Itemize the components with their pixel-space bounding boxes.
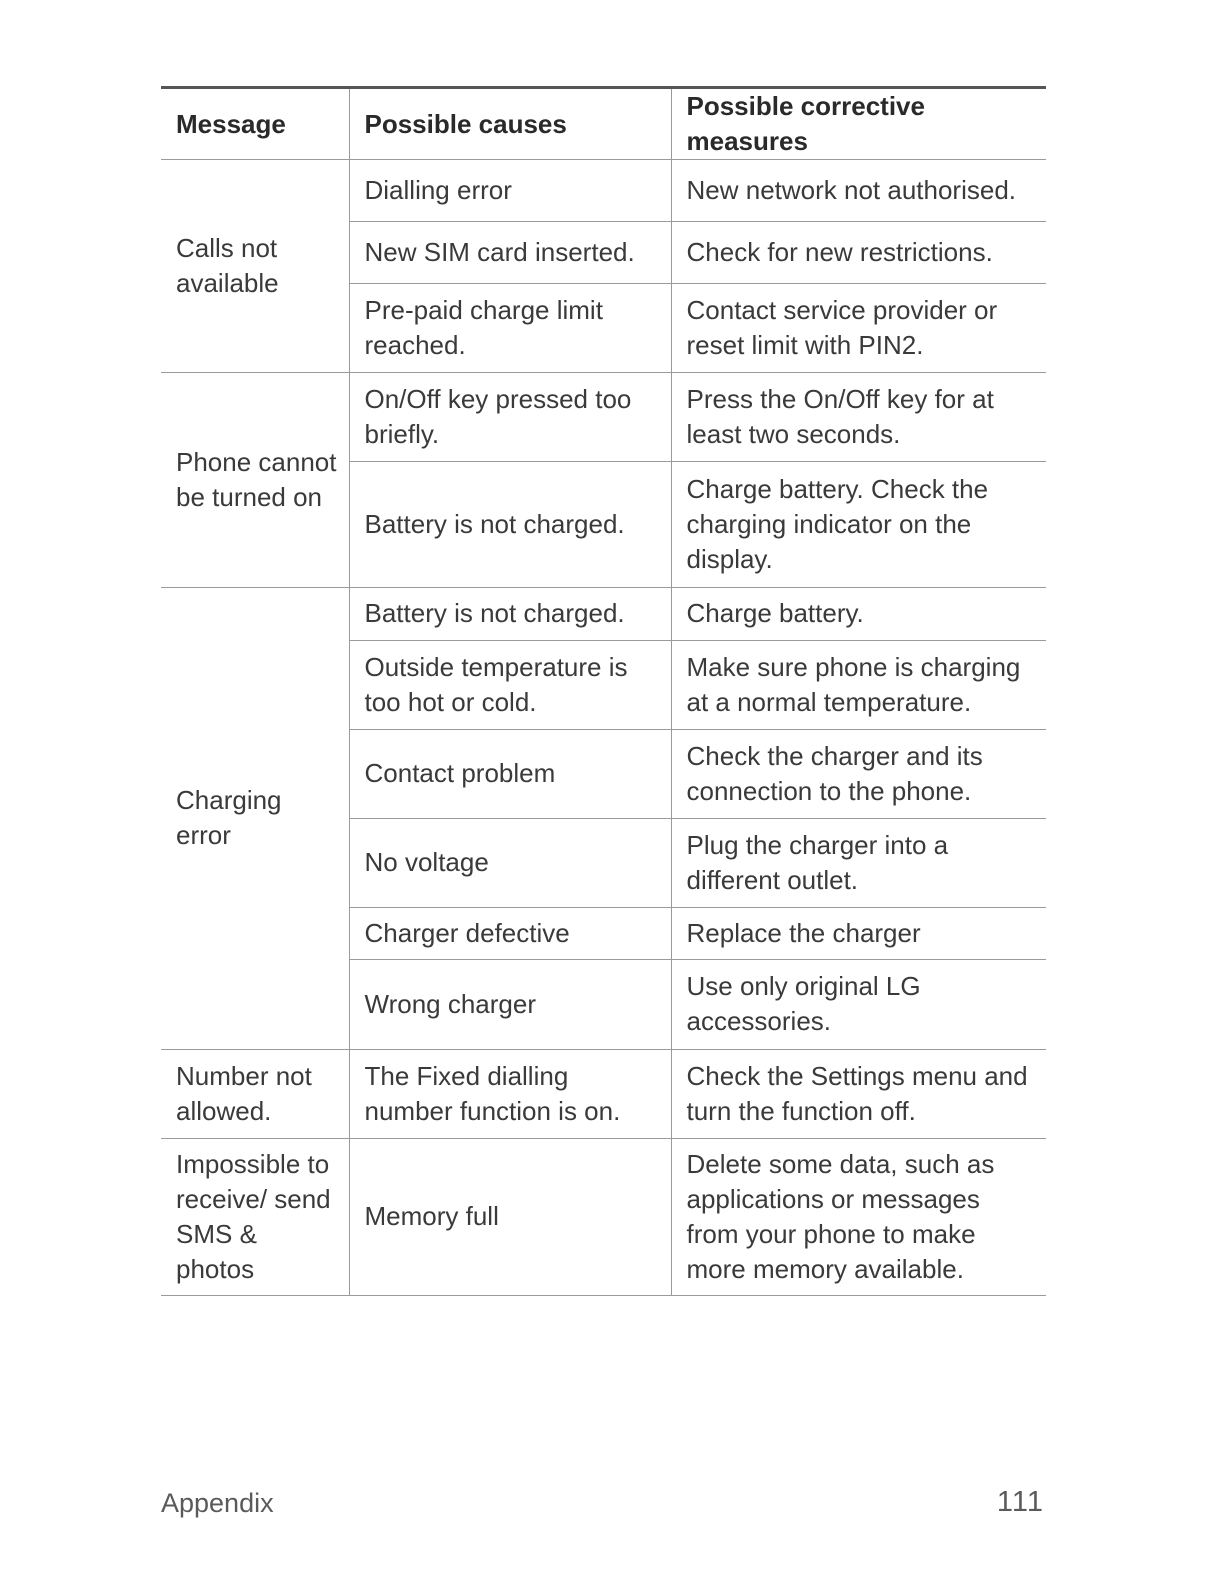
measure-cell: New network not authorised. xyxy=(671,160,1046,222)
cause-cell: Contact problem xyxy=(349,730,671,819)
table-header-row xyxy=(161,88,1046,160)
cause-cell: Charger defective xyxy=(349,908,671,960)
measure-cell: Replace the charger xyxy=(671,908,1046,960)
cause-cell: On/Off key pressed too briefly. xyxy=(349,373,671,462)
measure-cell: Check the charger and its connection to the phone. xyxy=(671,730,1046,819)
measure-cell: Delete some data, such as applications or messages from your phone to make more memory available. xyxy=(671,1139,1046,1296)
message-cell: Calls not available xyxy=(161,160,349,373)
cause-cell: Pre-paid charge limit reached. xyxy=(349,284,671,373)
measure-cell: Charge battery. xyxy=(671,588,1046,641)
page-number: 111 xyxy=(996,1486,1044,1518)
troubleshooting-table xyxy=(161,86,1046,1296)
measure-cell: Check the Settings menu and turn the function off. xyxy=(671,1050,1046,1139)
cause-cell: Battery is not charged. xyxy=(349,588,671,641)
measure-cell: Use only original LG accessories. xyxy=(671,960,1046,1050)
cause-cell: No voltage xyxy=(349,819,671,908)
table-row xyxy=(161,373,1046,462)
cause-cell: Dialling error xyxy=(349,160,671,222)
cause-cell: Battery is not charged. xyxy=(349,462,671,588)
cause-cell: New SIM card inserted. xyxy=(349,222,671,284)
cause-cell: Memory full xyxy=(349,1139,671,1296)
header-possible-causes: Possible causes xyxy=(349,88,671,160)
measure-cell: Plug the charger into a different outlet. xyxy=(671,819,1046,908)
header-message: Message xyxy=(161,88,349,160)
table-row xyxy=(161,160,1046,222)
cause-cell: Wrong charger xyxy=(349,960,671,1050)
table-row xyxy=(161,1139,1046,1296)
measure-cell: Charge battery. Check the charging indicator on the display. xyxy=(671,462,1046,588)
message-cell: Impossible to receive/ send SMS & photos xyxy=(161,1139,349,1296)
header-corrective-measures: Possible corrective measures xyxy=(671,88,1046,160)
message-cell: Phone cannot be turned on xyxy=(161,373,349,588)
cause-cell: Outside temperature is too hot or cold. xyxy=(349,641,671,730)
measure-cell: Press the On/Off key for at least two seconds. xyxy=(671,373,1046,462)
table-row xyxy=(161,1050,1046,1139)
table-row xyxy=(161,588,1046,641)
measure-cell: Make sure phone is charging at a normal temperature. xyxy=(671,641,1046,730)
cause-cell: The Fixed dialling number function is on. xyxy=(349,1050,671,1139)
measure-cell: Check for new restrictions. xyxy=(671,222,1046,284)
footer-section-title: Appendix xyxy=(161,1488,274,1518)
measure-cell: Contact service provider or reset limit with PIN2. xyxy=(671,284,1046,373)
message-cell: Charging error xyxy=(161,588,349,1050)
message-cell: Number not allowed. xyxy=(161,1050,349,1139)
